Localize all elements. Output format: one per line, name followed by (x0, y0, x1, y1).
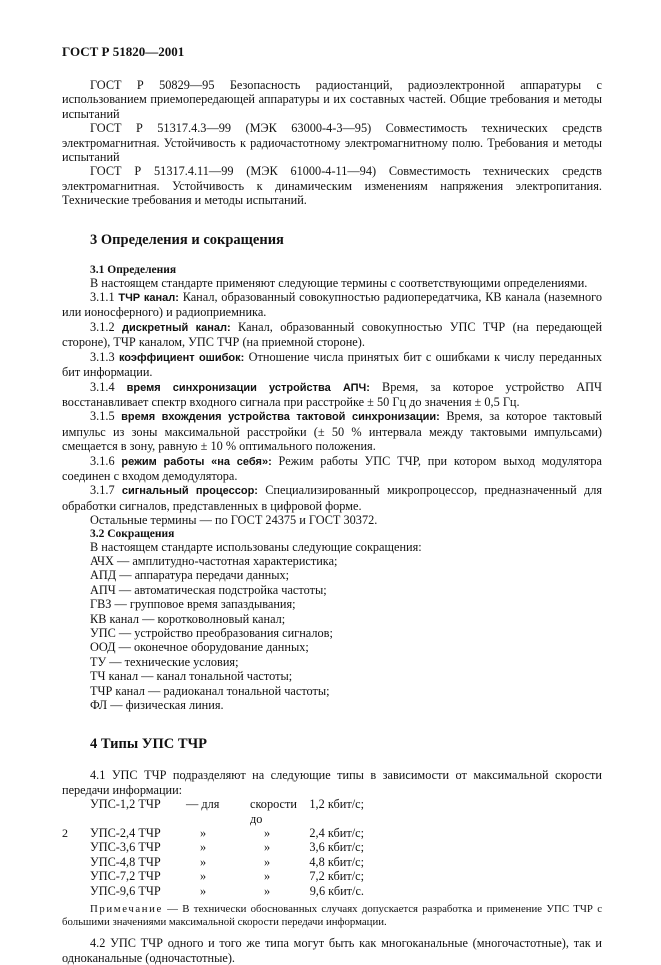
definition-term: режим работы «на себя»: (121, 455, 272, 468)
table-row: УПС-4,8 ТЧР » » 4,8 кбит/с; (90, 854, 364, 869)
abbreviation-item: ФЛ — физическая линия. (90, 698, 224, 713)
abbreviations-intro: В настоящем стандарте использованы следующие сокращения: (90, 539, 422, 554)
abbreviation-item: ГВЗ — групповое время запаздывания; (90, 597, 296, 612)
definition-item: 3.1.7 сигнальный процессор: Специализированный микропроцессор, предназначенный для обработки сигналов, представленных в цифровой форме. (62, 483, 603, 513)
table-row: УПС-7,2 ТЧР » » 7,2 кбит/с; (90, 869, 364, 884)
definitions-list (62, 290, 602, 513)
other-terms: Остальные термины — по ГОСТ 24375 и ГОСТ 30372. (90, 513, 378, 528)
definition-item: 3.1.1 ТЧР канал: Канал, образованный совокупностью радиопередатчика, КВ канала (наземного или ионосферного) и радиоприемника. (62, 290, 602, 320)
types-table (90, 797, 364, 898)
abbreviation-item: ТЧР канал — радиоканал тональной частоты; (90, 683, 330, 698)
types-paragraph-2: 4.2 УПС ТЧР одного и того же типа могут быть как многоканальные (многочастотные), так и одноканальные (одночастотные). (62, 936, 602, 965)
subsection-3-1-title: 3.1 Определения (90, 263, 177, 276)
abbreviation-item: ТЧ канал — канал тональной частоты; (90, 669, 293, 684)
section-4-title: 4 Типы УПС ТЧР (90, 736, 208, 753)
types-intro: 4.1 УПС ТЧР подразделяют на следующие типы в зависимости от максимальной скорости передачи информации: (62, 768, 602, 797)
subsection-3-2-title: 3.2 Сокращения (90, 527, 175, 540)
abbreviation-item: ТУ — технические условия; (90, 654, 239, 669)
definition-term: ТЧР канал: (118, 292, 179, 305)
definition-item: 3.1.5 время вхождения устройства тактовой синхронизации: Время, за которое тактовый импульс из зоны максимальной расстройки (± 50 % интервала между тактовыми импульсами) смещается в зону, равную ± 10 % оптимального положения. (62, 409, 602, 454)
abbreviation-item: ООД — оконечное оборудование данных; (90, 640, 309, 655)
abbreviations-list (62, 554, 602, 712)
definition-item: 3.1.2 дискретный канал: Канал, образованный совокупностью УПС ТЧР (на передающей стороне), ТЧР каналом, УПС ТЧР (на приемной стороне). (62, 319, 603, 350)
reference-2: ГОСТ Р 51317.4.3—99 (МЭК 63000-4-3—95) Совместимость технических средств электромагнитная. Устойчивость к радиочастотному электромагнитному полю. Требования и методы испытаний (62, 121, 602, 165)
abbreviation-item: АПЧ — автоматическая подстройка частоты; (90, 582, 327, 597)
definition-item: 3.1.3 коэффициент ошибок: Отношение числа принятых бит с ошибками к числу переданных бит информации. (62, 349, 602, 380)
definition-term: сигнальный процессор: (121, 485, 258, 498)
table-row: УПС-1,2 ТЧР — для скорости до 1,2 кбит/с; (90, 797, 364, 826)
definition-term: время синхронизации устройства АПЧ: (126, 381, 370, 394)
document-header: ГОСТ Р 51820—2001 (62, 44, 185, 59)
table-row: УПС-2,4 ТЧР » » 2,4 кбит/с; (90, 826, 364, 841)
reference-1: ГОСТ Р 50829—95 Безопасность радиостанций, радиоэлектронной аппаратуры с использованием приемопередающей аппаратуры и их составных частей. Общие требования и методы испытаний (62, 78, 602, 121)
definition-term: коэффициент ошибок: (118, 351, 245, 364)
note-label: Примечание (90, 903, 163, 916)
definition-term: время вхождения устройства тактовой синхронизации: (121, 411, 440, 424)
page-number: 2 (62, 826, 68, 840)
note-text: — В технически обоснованных случаях допускается разработка и применение УПС ТЧР с большими значениями максимальной скорости передачи информации. (62, 903, 602, 928)
table-row: УПС-3,6 ТЧР » » 3,6 кбит/с; (90, 840, 364, 855)
definition-item: 3.1.6 режим работы «на себя»: Режим работы УПС ТЧР, при котором выход модулятора соединен с входом демодулятора. (62, 453, 602, 483)
section-3-title: 3 Определения и сокращения (90, 231, 284, 248)
definition-item: 3.1.4 время синхронизации устройства АПЧ: Время, за которое устройство АПЧ восстанавливает спектр входного сигнала при расстройке ± 50 Гц до значения ± 0,5 Гц. (62, 379, 603, 409)
table-row: УПС-9,6 ТЧР » » 9,6 кбит/с. (90, 883, 364, 898)
abbreviation-item: УПС — устройство преобразования сигналов; (90, 626, 333, 640)
definitions-intro: В настоящем стандарте применяют следующие термины с соответствующими определениями. (90, 275, 588, 290)
abbreviation-item: КВ канал — коротковолновый канал; (90, 611, 286, 626)
abbreviation-item: АЧХ — амплитудно-частотная характеристика; (90, 553, 338, 568)
document-page (62, 44, 602, 965)
reference-3: ГОСТ Р 51317.4.11—99 (МЭК 61000-4-11—94) Совместимость технических средств электромагнитная. Устойчивость к динамическим изменениям напряжения электропитания. Технические требования и методы испытаний. (62, 164, 602, 208)
abbreviation-item: АПД — аппаратура передачи данных; (90, 568, 290, 583)
note (62, 903, 602, 928)
definition-term: дискретный канал: (121, 321, 231, 334)
